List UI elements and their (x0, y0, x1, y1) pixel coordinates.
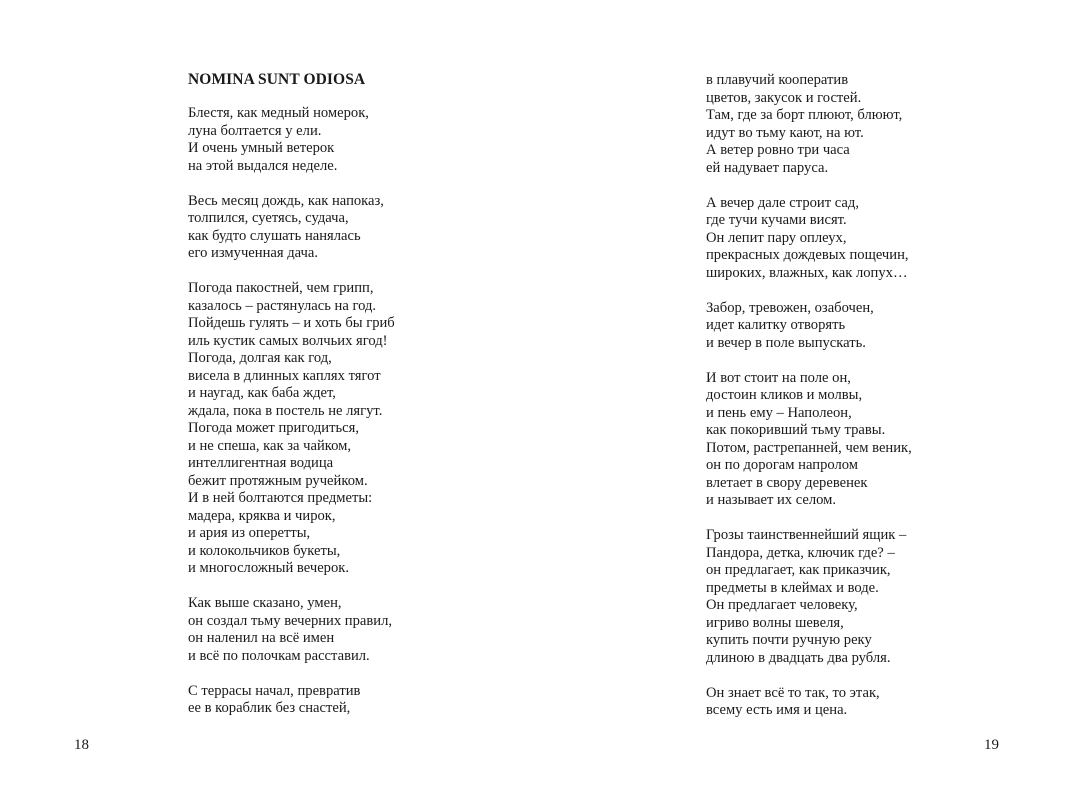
poem-line: Там, где за борт плюют, блюют, (706, 107, 903, 123)
stanza (706, 72, 1046, 177)
poem-line: А ветер ровно три часа (706, 142, 850, 158)
poem-line: игриво волны шевеля, (706, 614, 844, 631)
poem-line: в плавучий кооператив (706, 72, 849, 88)
poem-line: и ария из оперетты, (188, 525, 311, 541)
stanza (706, 195, 1046, 283)
stanza (188, 280, 518, 578)
poem-line: Он знает всё то так, то этак, (706, 684, 880, 701)
poem-line: и пень ему – Наполеон, (706, 404, 852, 421)
poem-line: предметы в клеймах и воде. (706, 579, 879, 596)
poem-line: Как выше сказано, умен, (188, 595, 342, 611)
stanza (706, 300, 1046, 353)
poem-line: И в ней болтаются предметы: (188, 490, 373, 506)
page-number-left: 18 (74, 737, 89, 753)
right-page (537, 0, 1074, 800)
poem-line: и многосложный вечерок. (188, 560, 350, 576)
poem-line: Погода пакостней, чем грипп, (188, 280, 374, 296)
poem-line: Он лепит пару оплеух, (706, 229, 847, 246)
poem-line: Весь месяц дождь, как напоказ, (188, 192, 384, 209)
poem-line: он по дорогам напролом (706, 457, 859, 473)
stanza (188, 595, 518, 665)
poem-line: Пойдешь гулять – и хоть бы гриб (188, 315, 395, 331)
poem-line: купить почти ручную реку (706, 632, 872, 648)
poem-line: висела в длинных каплях тягот (188, 367, 381, 384)
poem-line: Пандора, детка, ключик где? – (706, 544, 895, 561)
poem-line: и называет их селом. (706, 492, 837, 508)
left-poem-column (188, 70, 518, 735)
poem-line: Погода может пригодиться, (188, 420, 359, 436)
poem-line: на этой выдался неделе. (188, 157, 338, 174)
poem-line: А вечер дале строит сад, (706, 194, 859, 211)
stanza (706, 685, 1046, 720)
poem-line: прекрасных дождевых пощечин, (706, 247, 909, 263)
poem-line: интеллигентная водица (188, 455, 334, 471)
poem-line: Погода, долгая как год, (188, 350, 332, 366)
stanza (706, 370, 1046, 510)
poem-line: луна болтается у ели. (188, 122, 322, 139)
stanza (188, 683, 518, 718)
poem-line: где тучи кучами висят. (706, 212, 847, 228)
stanza (188, 105, 518, 175)
poem-line: казалось – растянулась на год. (188, 297, 377, 314)
poem-line: как будто слушать нанялась (188, 227, 361, 244)
right-poem-column (706, 72, 1046, 737)
poem-line: его измученная дача. (188, 245, 319, 261)
poem-title: NOMINA SUNT ODIOSA (188, 71, 366, 88)
poem-line: влетает в свору деревенек (706, 474, 868, 491)
poem-line: цветов, закусок и гостей. (706, 89, 862, 106)
poem-line: он наленил на всё имен (188, 630, 335, 646)
poem-line: и колокольчиков букеты, (188, 542, 341, 559)
poem-line: иль кустик самых волчьих ягод! (188, 332, 388, 349)
stanza (188, 193, 518, 263)
poem-line: мадера, кряква и чирок, (188, 507, 336, 524)
poem-line: бежит протяжным ручейком. (188, 472, 368, 489)
left-stanzas (188, 105, 518, 718)
poem-line: и вечер в поле выпускать. (706, 334, 866, 351)
poem-line: длиною в двадцать два рубля. (706, 649, 891, 666)
poem-line: И очень умный ветерок (188, 140, 335, 156)
poem-line: и наугад, как баба ждет, (188, 385, 336, 401)
poem-line: он предлагает, как приказчик, (706, 562, 891, 578)
page-number-right: 19 (984, 737, 999, 753)
poem-line: идет калитку отворять (706, 317, 846, 333)
poem-line: ее в кораблик без снастей, (188, 700, 351, 716)
poem-line: Блестя, как медный номерок, (188, 105, 369, 121)
poem-line: ждала, пока в постель не лягут. (188, 402, 383, 419)
poem-line: как покоривший тьму травы. (706, 422, 886, 438)
poem-line: Грозы таинственнейший ящик – (706, 527, 907, 543)
poem-line: И вот стоит на поле он, (706, 369, 851, 386)
stanza (706, 527, 1046, 667)
poem-line: и не спеша, как за чайком, (188, 437, 352, 454)
poem-line: Он предлагает человеку, (706, 597, 858, 613)
poem-line: достоин кликов и молвы, (706, 387, 863, 403)
poem-line: широких, влажных, как лопух… (706, 264, 908, 281)
right-stanzas (706, 72, 1046, 720)
poem-line: С террасы начал, превратив (188, 682, 361, 699)
poem-line: и всё по полочкам расставил. (188, 647, 370, 664)
poem-line: он создал тьму вечерних правил, (188, 612, 393, 629)
poem-line: Забор, тревожен, озабочен, (706, 299, 874, 316)
poem-line: Потом, растрепанней, чем веник, (706, 439, 912, 456)
poem-line: ей надувает паруса. (706, 159, 829, 176)
poem-line: всему есть имя и цена. (706, 702, 848, 718)
poem-line: идут во тьму кают, на ют. (706, 124, 864, 141)
poem-line: толпился, суетясь, судача, (188, 210, 349, 226)
